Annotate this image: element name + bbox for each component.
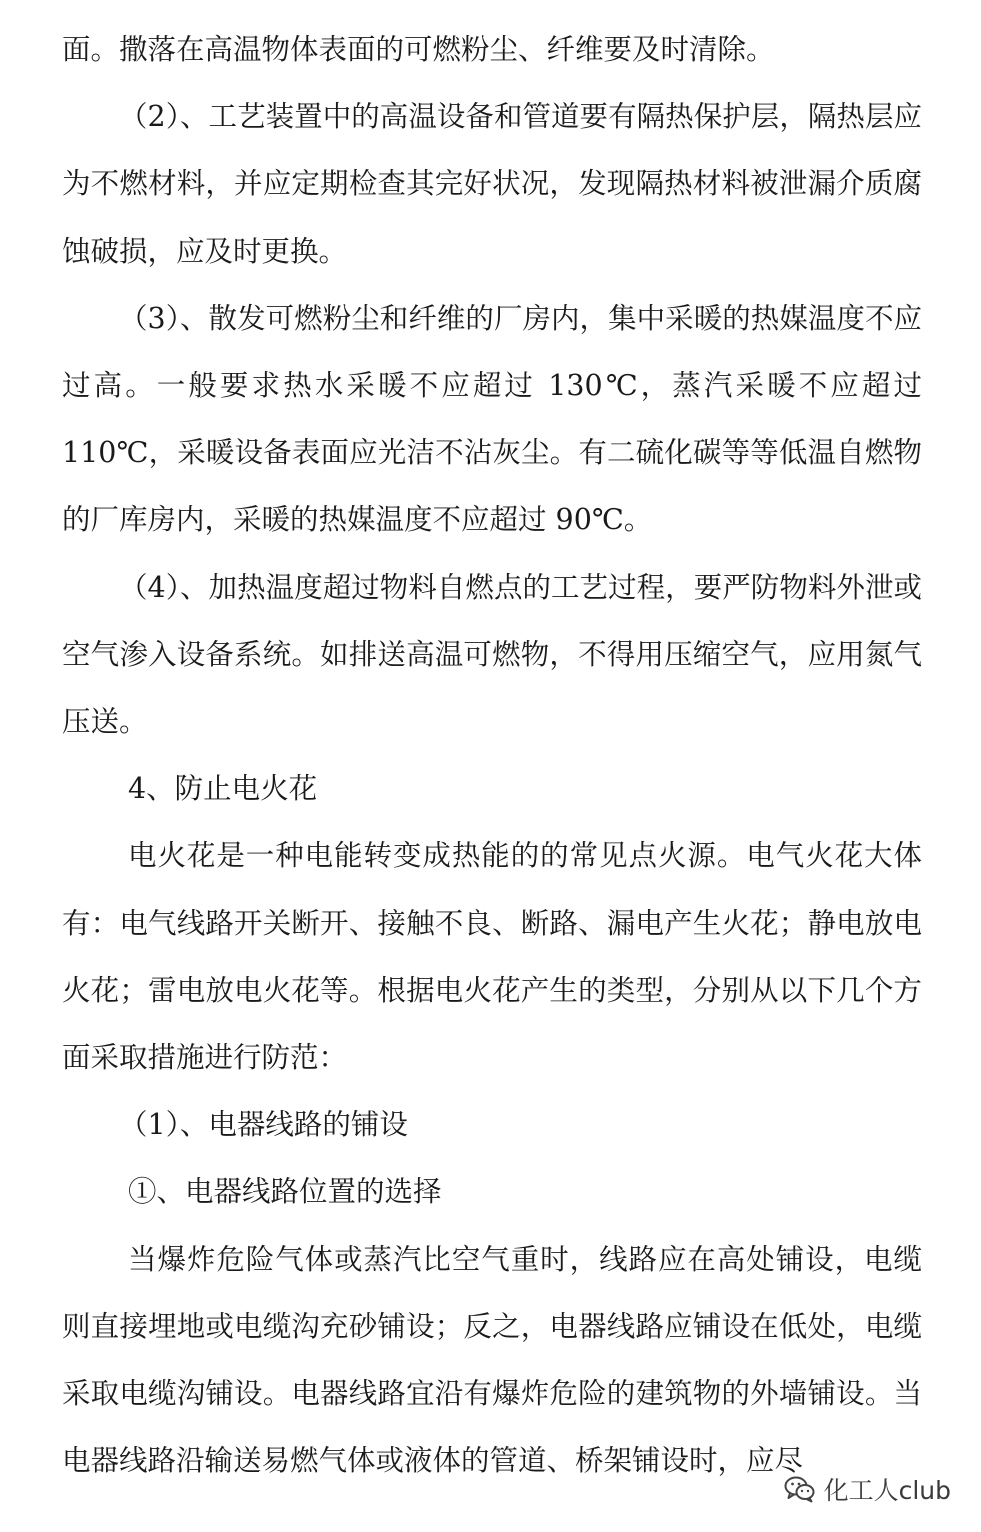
watermark-text: 化工人club <box>823 1476 951 1505</box>
paragraph-item-2: （2）、工艺装置中的高温设备和管道要有隔热保护层，隔热层应为不燃材料，并应定期检查其完好状况，发现隔热材料被泄漏介质腐蚀破损，应及时更换。 <box>62 100 922 268</box>
paragraph-item-3: （3）、散发可燃粉尘和纤维的厂房内，集中采暖的热媒温度不应过高。一般要求热水采暖不应超过 130℃，蒸汽采暖不应超过 110℃，采暖设备表面应光洁不沾灰尘。有二硫化碳等等低温自燃物的厂库房内，采暖的热媒温度不应超过 90℃。 <box>62 301 922 537</box>
paragraph-intro: 电火花是一种电能转变成热能的的常见点火源。电气火花大体有：电气线路开关断开、接触不良、断路、漏电产生火花；静电放电火花；雷电放电火花等。根据电火花产生的类型，分别从以下几个方面采取措施进行防范： <box>62 839 922 1075</box>
section-heading: 4、防止电火花 <box>128 772 318 806</box>
paragraph-wiring: 当爆炸危险气体或蒸汽比空气重时，线路应在高处铺设，电缆则直接埋地或电缆沟充砂铺设；反之，电器线路应铺设在低处，电缆采取电缆沟铺设。电器线路宜沿有爆炸危险的建筑物的外墙铺设。当电器线路沿输送易燃气体或液体的管道、桥架铺设时，应尽 <box>62 1242 922 1478</box>
wechat-icon <box>784 1475 816 1503</box>
paragraph-item-4: （4）、加热温度超过物料自燃点的工艺过程，要严防物料外泄或空气渗入设备系统。如排送高温可燃物，不得用压缩空气，应用氮气压送。 <box>62 570 922 739</box>
paragraph-continuation: 面。撒落在高温物体表面的可燃粉尘、纤维要及时清除。 <box>62 33 775 66</box>
watermark <box>784 1472 951 1506</box>
sub-subsection-heading: ①、电器线路位置的选择 <box>128 1175 442 1209</box>
document-page <box>62 0 922 1532</box>
subsection-heading: （1）、电器线路的铺设 <box>119 1108 408 1142</box>
